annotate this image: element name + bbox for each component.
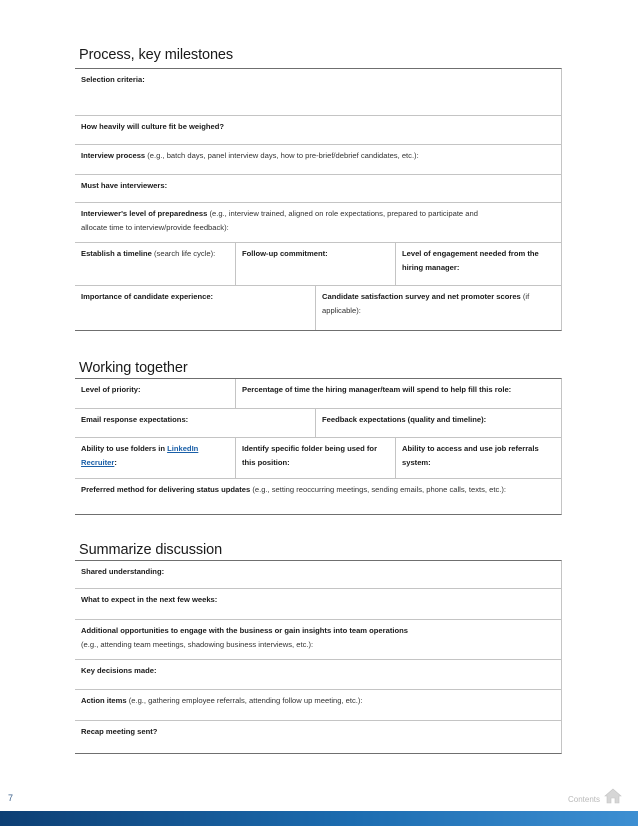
referrals-field[interactable]: Ability to access and use job referrals system: [402,444,539,467]
working-table [75,378,562,515]
key-decisions-field[interactable]: Key decisions made: [81,666,157,675]
table-row [75,243,561,286]
satisfaction-field[interactable]: Candidate satisfaction survey and net promoter scores (if applicable): [322,292,530,315]
preparedness-field[interactable]: Interviewer's level of preparedness (e.g., interview trained, aligned on role expectations, prepared to participate and allocate time to interview/provide feedback): [81,209,478,232]
section-title-working: Working together [79,360,188,376]
shared-understanding-field[interactable]: Shared understanding: [81,567,165,576]
timeline-field[interactable]: Establish a timeline (search life cycle): [75,243,236,285]
footer-bar [0,811,638,826]
table-row [75,660,561,690]
recap-meeting-field[interactable]: Recap meeting sent? [81,727,158,736]
recruiter-link[interactable]: Recruiter [81,458,115,467]
table-row [75,721,561,753]
home-icon[interactable] [604,788,622,809]
table-row [75,175,561,203]
contents-link[interactable]: Contents [568,795,601,804]
table-row [75,145,561,175]
table-row [75,561,561,589]
must-have-interviewers-field[interactable]: Must have interviewers: [81,181,168,190]
section-title-summary: Summarize discussion [79,542,223,558]
table-row [75,620,561,660]
time-percentage-field[interactable]: Percentage of time the hiring manager/team will spend to help fill this role: [242,385,512,394]
action-items-field[interactable]: Action items (e.g., gathering employee referrals, attending follow up meeting, etc.): [81,696,363,705]
specific-folder-field[interactable]: Identify specific folder being used for this position: [236,438,396,478]
culture-fit-field[interactable]: How heavily will culture fit be weighed? [81,122,225,131]
table-row [75,690,561,721]
engagement-field[interactable]: Level of engagement needed from the hiring manager: [402,249,539,272]
folders-field[interactable]: Ability to use folders in LinkedIn Recruiter: [75,438,236,478]
opportunities-field[interactable]: Additional opportunities to engage with the business or gain insights into team operations (e.g., attending team meetings, shadowing business interviews, etc.): [81,626,408,649]
table-row [75,69,561,116]
email-response-field[interactable]: Email response expectations: [75,409,316,437]
section-title-process: Process, key milestones [79,47,234,63]
table-row [75,589,561,620]
followup-field[interactable]: Follow-up commitment: [236,243,396,285]
linkedin-link[interactable]: LinkedIn [167,444,199,453]
table-row [75,379,561,409]
status-updates-field[interactable]: Preferred method for delivering status updates (e.g., setting reoccurring meetings, sending emails, phone calls, texts, etc.): [81,485,507,494]
table-row [75,479,561,514]
priority-field[interactable]: Level of priority: [75,379,236,408]
feedback-field[interactable]: Feedback expectations (quality and timeline): [322,415,487,424]
summary-table [75,560,562,754]
page-number: 7 [8,793,14,803]
process-table [75,68,562,331]
candidate-experience-field[interactable]: Importance of candidate experience: [75,286,316,330]
next-weeks-field[interactable]: What to expect in the next few weeks: [81,595,218,604]
table-row [75,203,561,243]
table-row [75,286,561,330]
table-row [75,116,561,145]
table-row [75,438,561,479]
interview-process-field[interactable]: Interview process (e.g., batch days, panel interview days, how to pre-brief/debrief candidates, etc.): [81,151,419,160]
table-row [75,409,561,438]
selection-criteria-field[interactable]: Selection criteria: [81,75,145,84]
